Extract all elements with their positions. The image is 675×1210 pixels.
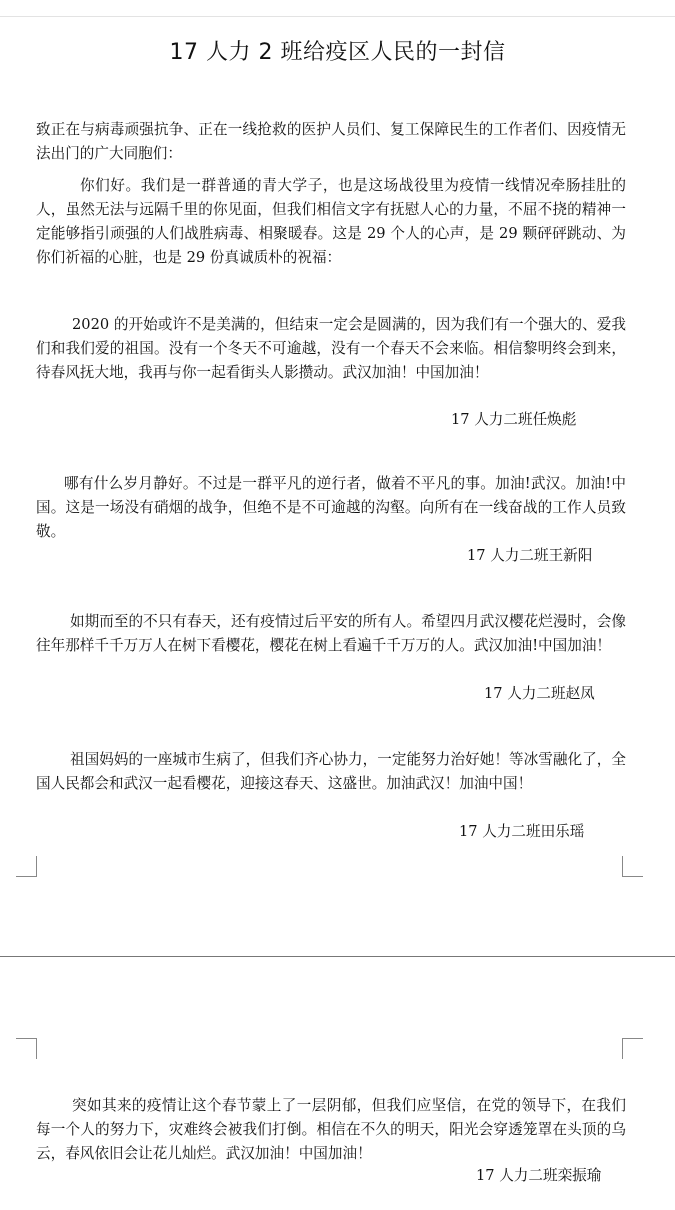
message-1-text: 2020 的开始或许不是美满的，但结束一定会是圆满的，因为我们有一个强大的、爱我们和我们爱的祖国。没有一个冬天不可逾越，没有一个春天不会来临。相信黎明终会到来，待春风抚大地，我再与你一起看街头人影攒动。武汉加油！中国加油！	[36, 316, 626, 381]
message-2-text: 哪有什么岁月静好。不过是一群平凡的逆行者，做着不平凡的事。加油!武汉。加油!中国。这是一场没有硝烟的战争，但绝不是不可逾越的沟壑。向所有在一线奋战的工作人员致敬。	[36, 475, 626, 540]
letter-intro: 你们好。我们是一群普通的青大学子，也是这场战役里为疫情一线情况牵肠挂肚的人，虽然无法与远隔千里的你见面，但我们相信文字有抚慰人心的力量，不屈不挠的精神一定能够指引顽强的人们战胜病毒、相聚暖春。这是 29 个人的心声，是 29 颗砰砰跳动、为你们祈福的心脏，也是 29 份真诚质朴的祝福：	[36, 177, 626, 266]
page-top-edge	[0, 16, 675, 17]
page-corner-mark-bottom-left	[16, 1038, 37, 1059]
message-1-signature: 17 人力二班任焕彪	[451, 411, 577, 428]
message-2-signature: 17 人力二班王新阳	[467, 547, 593, 564]
message-3-signature: 17 人力二班赵凤	[484, 685, 595, 702]
page-corner-mark-top-left	[16, 856, 37, 877]
page-corner-mark-bottom-right	[622, 1038, 643, 1059]
message-5-signature: 17 人力二班栾振瑜	[476, 1167, 602, 1184]
message-5-text: 突如其来的疫情让这个春节蒙上了一层阴郁，但我们应坚信，在党的领导下，在我们每一个人的努力下，灾难终会被我们打倒。相信在不久的明天，阳光会穿透笼罩在头顶的乌云，春风依旧会让花儿灿烂。武汉加油！中国加油！	[36, 1097, 626, 1162]
letter-greeting: 致正在与病毒顽强抗争、正在一线抢救的医护人员们、复工保障民生的工作者们、因疫情无法出门的广大同胞们：	[36, 121, 626, 162]
page-corner-mark-top-right	[622, 856, 643, 877]
message-4-signature: 17 人力二班田乐瑶	[459, 823, 585, 840]
page-break-line	[0, 956, 675, 957]
message-3-text: 如期而至的不只有春天，还有疫情过后平安的所有人。希望四月武汉樱花烂漫时，会像往年那样千千万万人在树下看樱花，樱花在树上看遍千千万万的人。武汉加油!中国加油！	[36, 613, 626, 654]
letter-title: 17 人力 2 班给疫区人民的一封信	[169, 40, 506, 65]
message-4-text: 祖国妈妈的一座城市生病了，但我们齐心协力，一定能努力治好她！等冰雪融化了，全国人民都会和武汉一起看樱花，迎接这春天、这盛世。加油武汉！加油中国！	[36, 751, 626, 792]
